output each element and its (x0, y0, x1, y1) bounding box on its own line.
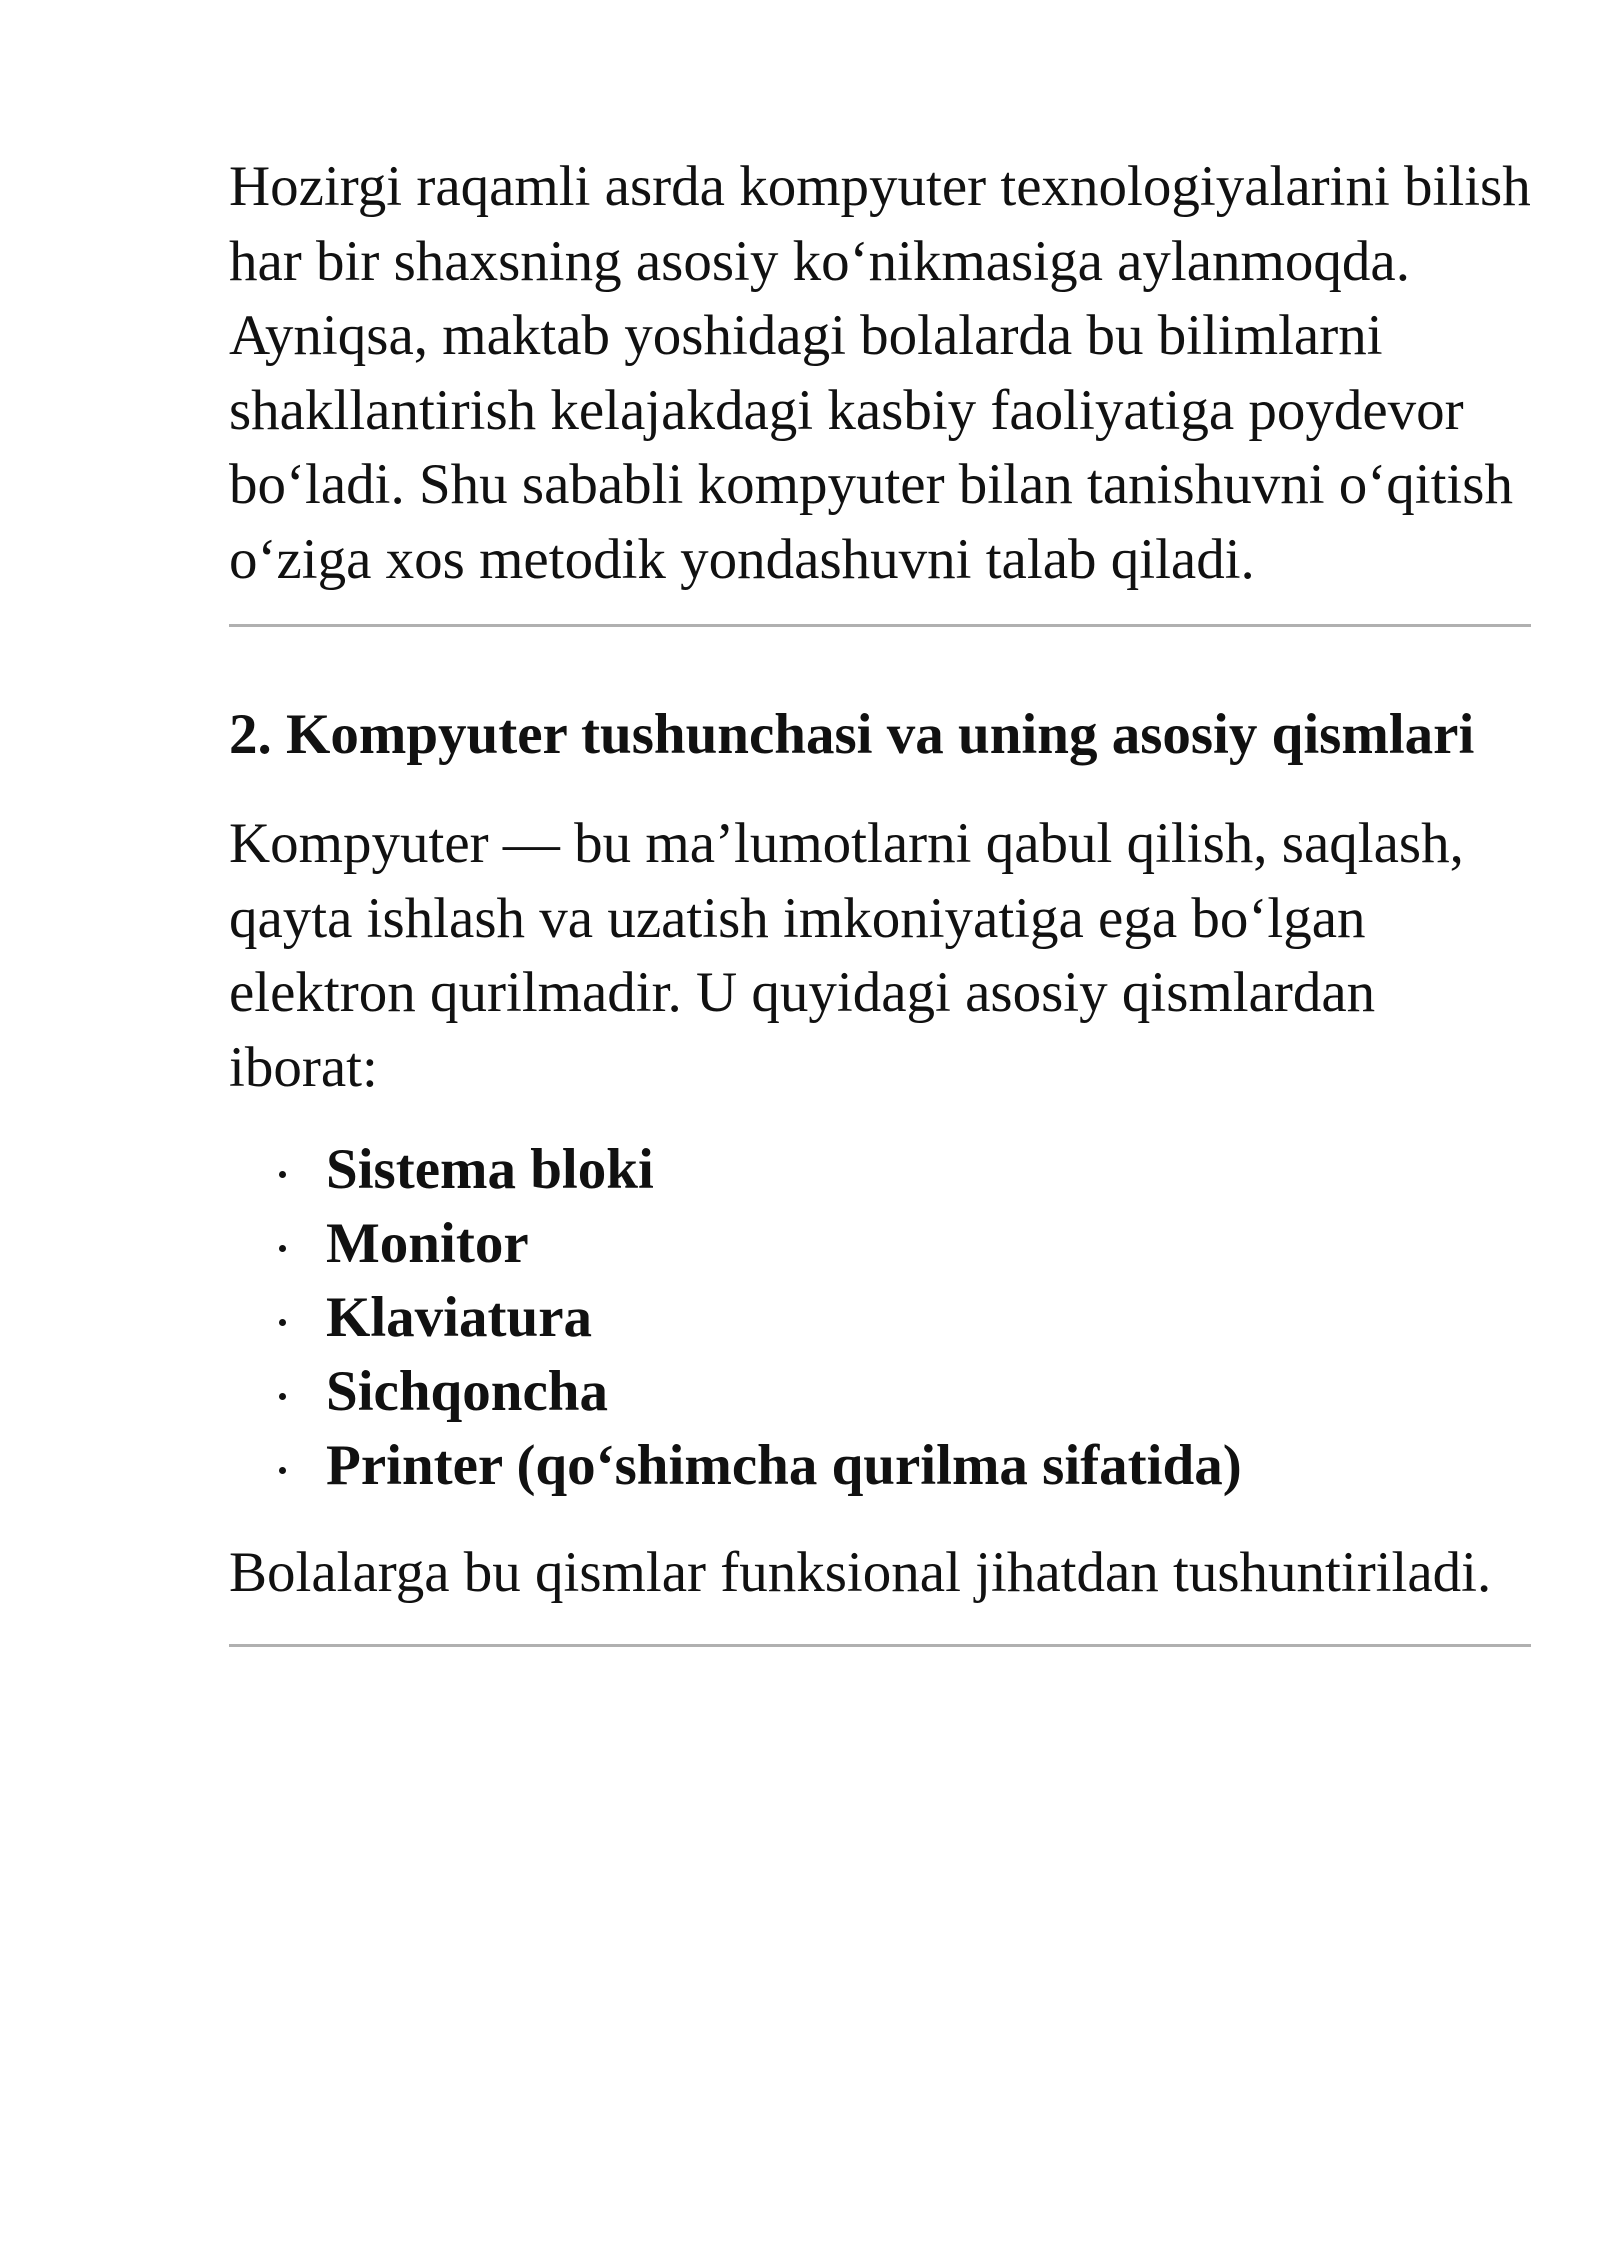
bullet-icon (279, 1245, 286, 1252)
list-item (229, 1133, 1531, 1207)
list-item-label: Monitor (326, 1212, 529, 1275)
section-paragraph: Kompyuter — bu ma’lumotlarni qabul qilish, saqlash, qayta ishlash va uzatish imkoniyatiga ega bo‘lgan elektron qurilmadir. U quyidagi asosiy qismlardan iborat: (229, 812, 1464, 1099)
section-heading: 2. Kompyuter tushunchasi va uning asosiy qismlari (229, 703, 1475, 766)
list-item-label: Printer (qo‘shimcha qurilma sifatida) (326, 1434, 1242, 1497)
section-divider (229, 624, 1531, 627)
list-item (229, 1355, 1531, 1429)
components-list (229, 1133, 1531, 1503)
list-item (229, 1429, 1531, 1503)
bullet-icon (279, 1171, 286, 1178)
bullet-icon (279, 1467, 286, 1474)
section-divider (229, 1644, 1531, 1647)
list-item (229, 1281, 1531, 1355)
closing-paragraph: Bolalarga bu qismlar funksional jihatdan tushuntiriladi. (229, 1541, 1492, 1604)
bullet-icon (279, 1393, 286, 1400)
list-item-label: Sistema bloki (326, 1138, 654, 1201)
list-item (229, 1207, 1531, 1281)
list-item-label: Sichqoncha (326, 1360, 608, 1423)
list-item-label: Klaviatura (326, 1286, 592, 1349)
intro-paragraph: Hozirgi raqamli asrda kompyuter texnologiyalarini bilish har bir shaxsning asosiy ko‘nikmasiga aylanmoqda. Ayniqsa, maktab yoshidagi bolalarda bu bilimlarni shakllantirish kelajakdagi kasbiy faoliyatiga poydevor bo‘ladi. Shu sababli kompyuter bilan tanishuvni o‘qitish o‘ziga xos metodik yondashuvni talab qiladi. (229, 155, 1531, 591)
document-page (229, 150, 1531, 1647)
bullet-icon (279, 1319, 286, 1326)
